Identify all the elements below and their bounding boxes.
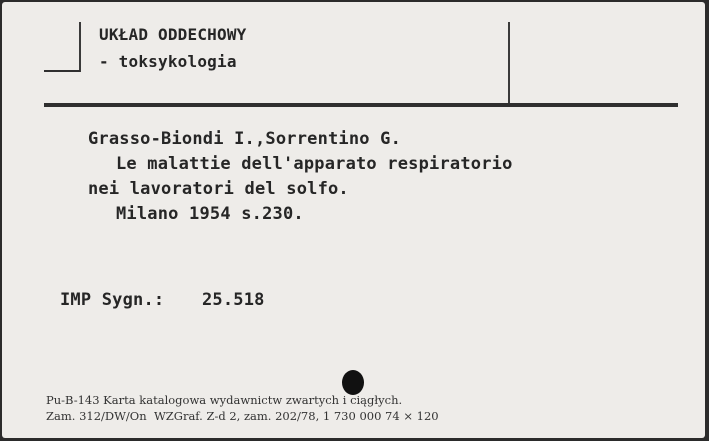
entry-authors: Grasso-Biondi I.,Sorrentino G. (88, 129, 402, 149)
catalog-card (2, 2, 705, 438)
punch-hole (342, 370, 364, 395)
entry-imprint: Milano 1954 s.230. (116, 204, 304, 224)
call-number-value: 25.518 (202, 290, 265, 310)
subject-heading: UKŁAD ODDECHOWY (99, 25, 247, 44)
entry-title-line-1: Le malattie dell'apparato respiratorio (116, 154, 513, 174)
header-divider (44, 103, 678, 107)
footer-line-2: Zam. 312/DW/On WZGraf. Z-d 2, zam. 202/78, 1 730 000 74 × 120 (46, 409, 439, 423)
entry-title-line-2: nei lavoratori del solfo. (88, 179, 349, 199)
call-number-label: IMP Sygn.: (60, 290, 165, 310)
header-right-rule (508, 22, 510, 104)
header-left-rule (79, 22, 81, 72)
subject-subheading: - toksykologia (99, 52, 237, 71)
header-left-tick (44, 70, 80, 72)
footer-line-1: Pu-B-143 Karta katalogowa wydawnictw zwartych i ciągłych. (46, 393, 403, 407)
